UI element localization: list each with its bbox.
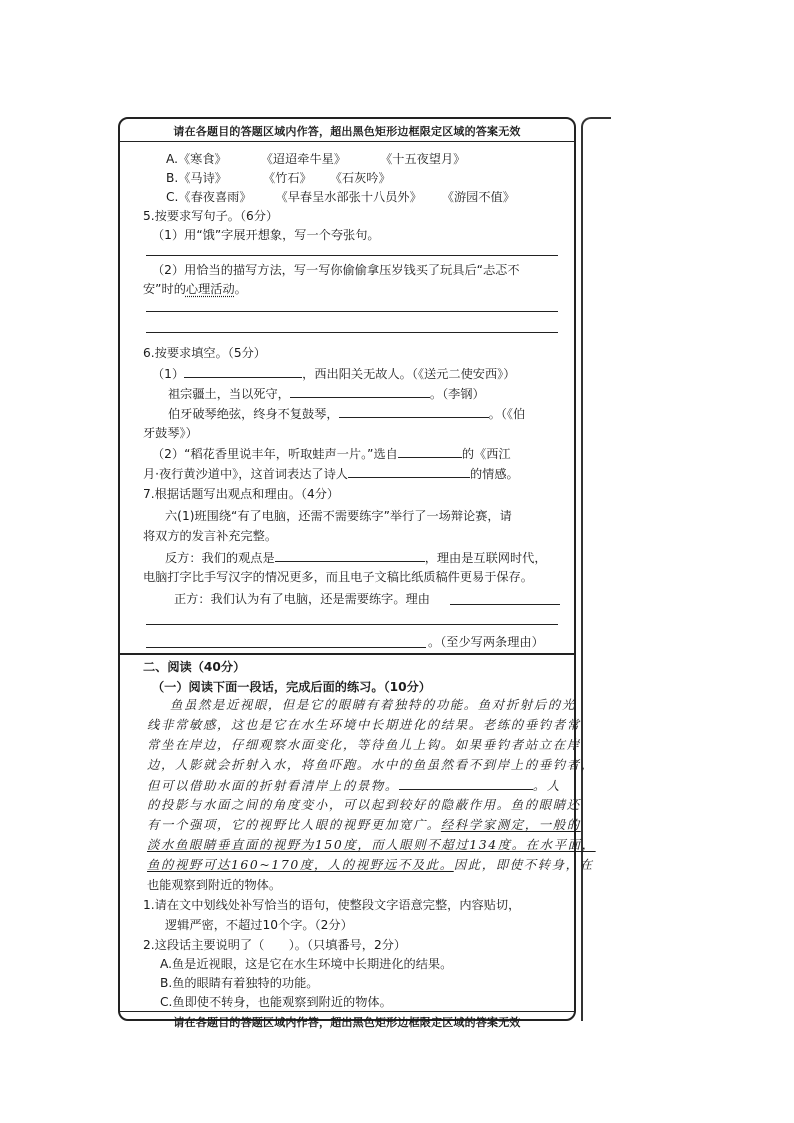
q5-answer-line-1 [146,255,558,256]
q7-line5: 正方：我们认为有了电脑，还是需要练字。理由 [174,592,430,606]
q7-answer-line-3 [146,647,426,648]
q5-answer-line-2 [146,311,558,312]
q6-line1: （1） ，西出阳关无故人。（《送元二使安西》） [152,367,516,381]
q6-blank-3[interactable] [339,405,489,418]
q6-line4: 牙鼓琴》） [143,426,198,440]
q6-title: 6.按要求填空。（5分） [143,346,266,360]
passage-line-2: 线非常敏感，这也是它在水生环境中长期进化的结果。老练的垂钓者常 [147,717,581,732]
passage-line-1: 鱼虽然是近视眼，但是它的眼睛有着独特的功能。鱼对折射后的光 [170,697,576,712]
q6-blank-4[interactable] [398,445,462,458]
notice-divider-top [120,141,574,142]
q7-line4: 电脑打字比手写汉字的情况更多，而且电子文稿比纸质稿件更易于保存。 [143,570,533,584]
passage-line-7: 有一个强项，它的视野比人眼的视野更加宽广。经科学家测定，一般的 [147,817,581,832]
q6-blank-2[interactable] [290,385,430,398]
passage-line-8: 淡水鱼眼睛垂直面的视野为150度，而人眼则不超过134度。在水平面， [147,837,596,852]
q2-option-b: B.鱼的眼睛有着独特的功能。 [160,976,319,990]
q7-title: 7.根据话题写出观点和理由。（4分） [143,487,340,501]
section-divider [120,653,574,655]
notice-divider-bottom-line [120,1011,574,1012]
q5-part2-line1: （2）用恰当的描写方法，写一写你偷偷拿压岁钱买了玩具后“忐忑不 [152,263,520,277]
q7-line3: 反方：我们的观点是 ，理由是互联网时代， [165,551,547,565]
q6-blank-1[interactable] [184,365,302,378]
q2-option-a: A.鱼是近视眼，这是它在水生环境中长期进化的结果。 [160,957,453,971]
passage-line-5: 但可以借助水面的折射看清岸上的景物。 。人 [147,778,561,793]
q6-line2: 祖宗疆土，当以死守， 。（李钢） [168,387,485,401]
q2-stem: 2.这段话主要说明了（ ）。（只填番号，2分） [143,938,407,952]
option-b: B.《马诗》 《竹石》 《石灰吟》 [166,171,391,185]
answer-area-notice-top: 请在各题目的答题区域内作答，超出黑色矩形边框限定区域的答案无效 [173,125,521,138]
next-column-border [581,117,611,1021]
q5-part1: （1）用“饿”字展开想象，写一个夸张句。 [152,228,380,242]
section2-subtitle: （一）阅读下面一段话，完成后面的练习。（10分） [152,680,431,694]
q6-line5: （2）“稻花香里说丰年，听取蛙声一片。”选自 的《西江 [152,447,511,461]
option-a: A.《寒食》 《迢迢牵牛星》 《十五夜望月》 [166,152,466,166]
q5-answer-line-3 [146,332,558,333]
q7-answer-line-2 [146,624,558,625]
q5-part2-line2: 安”时的心理活动。 [143,282,247,296]
q5-title: 5.按要求写句子。（6分） [143,209,279,223]
q1-line2: 逻辑严密，不超过10个字。（2分） [165,918,353,932]
passage-blank[interactable] [399,777,533,790]
option-c: C.《春夜喜雨》 《早春呈水部张十八员外》 《游园不值》 [166,190,515,204]
q1-line1: 1.请在文中划线处补写恰当的语句，使整段文字语意完整，内容贴切， [143,898,521,912]
q6-line3: 伯牙破琴绝弦，终身不复鼓琴， 。（《伯 [168,407,526,421]
q7-line2: 将双方的发言补充完整。 [143,529,278,543]
passage-line-4: 边，人影就会折射入水，将鱼吓跑。水中的鱼虽然看不到岸上的垂钓者， [147,757,595,772]
q7-blank-1[interactable] [275,549,425,562]
section2-title: 二、阅读（40分） [143,660,246,674]
passage-line-10: 也能观察到附近的物体。 [147,878,282,892]
q7-line1: 六(1)班围绕“有了电脑，还需不需要练字”举行了一场辩论赛，请 [165,509,512,523]
passage-line-6: 的投影与水面之间的角度变小，可以起到较好的隐蔽作用。鱼的眼睛还 [147,797,581,812]
q2-option-c: C.鱼即使不转身，也能观察到附近的物体。 [160,995,392,1009]
passage-line-9: 鱼的视野可达160~170度，人的视野远不及此。因此，即使不转身，在 [147,857,594,872]
q7-line6: 。（至少写两条理由） [428,635,544,649]
q7-answer-line-1 [450,604,560,605]
answer-area-notice-bottom: 请在各题目的答题区域内作答，超出黑色矩形边框限定区域的答案无效 [173,1016,521,1029]
q6-blank-5[interactable] [348,465,470,478]
passage-line-3: 常坐在岸边，仔细观察水面变化，等待鱼儿上钩。如果垂钓者站立在岸 [147,737,581,752]
q6-line6: 月·夜行黄沙道中》，这首词表达了诗人 的情感。 [143,467,519,481]
